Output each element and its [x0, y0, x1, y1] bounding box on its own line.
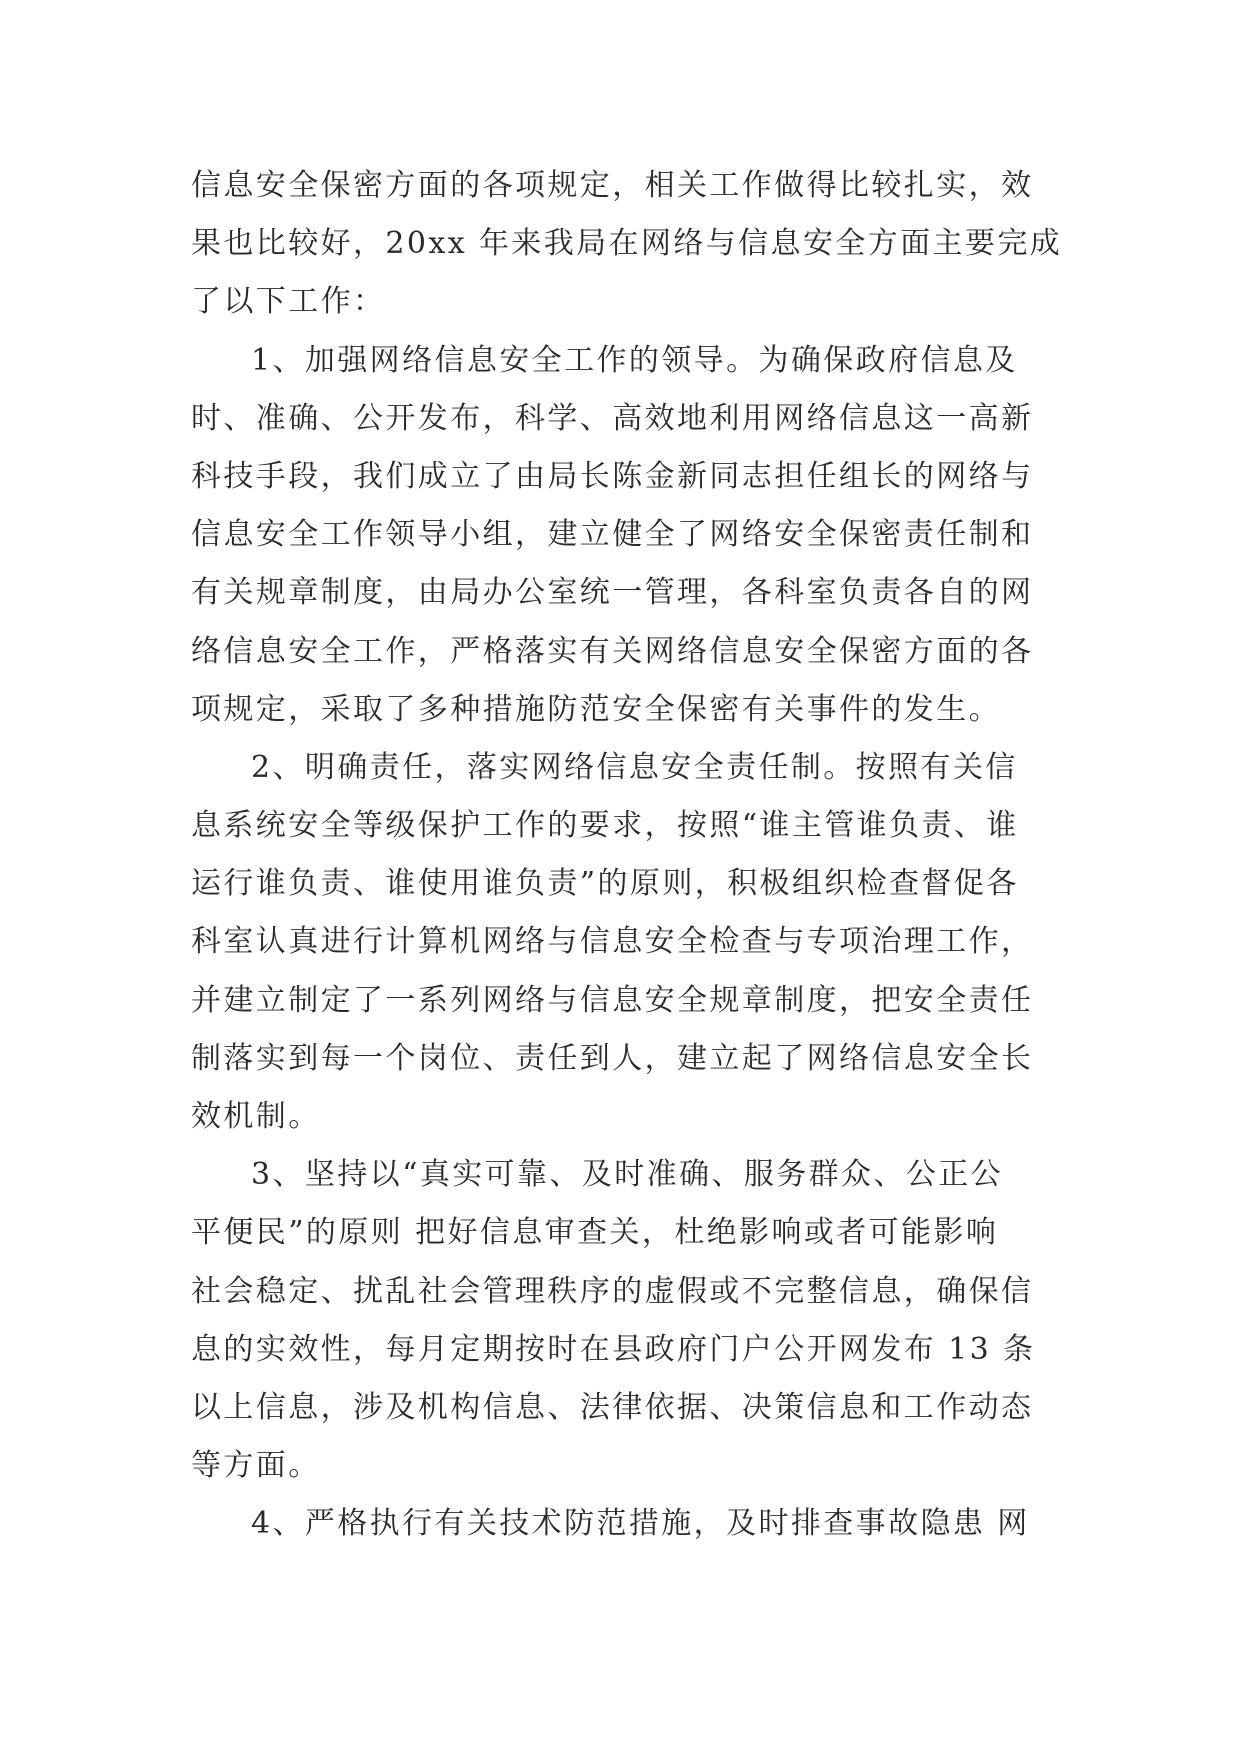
text-line: 效机制。: [191, 1099, 321, 1134]
text-line: 科技手段，我们成立了由局长陈金新同志担任组长的网络与: [191, 458, 1034, 494]
text-line: 时、准确、公开发布，科学、高效地利用网络信息这一高新: [191, 400, 1034, 436]
paragraph-start-line: 4、严格执行有关技术防范措施，及时排查事故隐患 网: [251, 1506, 1030, 1542]
text-line: 以上信息，涉及机构信息、法律依据、决策信息和工作动态: [191, 1389, 1034, 1425]
paragraph-start-line: 3、坚持以“真实可靠、及时准确、服务群众、公正公: [251, 1157, 1004, 1193]
text-line: 平便民”的原则 把好信息审查关，杜绝影响或者可能影响: [191, 1215, 999, 1251]
text-line: 信息安全保密方面的各项规定，相关工作做得比较扎实，效: [191, 168, 1034, 203]
document-body: [191, 157, 1063, 1554]
text-line: 项规定，采取了多种措施防范安全保密有关事件的发生。: [191, 691, 1001, 727]
paragraph-start-line: 2、明确责任，落实网络信息安全责任制。按照有关信: [251, 749, 1018, 785]
text-line: 络信息安全工作，严格落实有关网络信息安全保密方面的各: [191, 633, 1034, 669]
text-line: 并建立制定了一系列网络与信息安全规章制度，把安全责任: [191, 982, 1034, 1018]
text-line: 科室认真进行计算机网络与信息安全检查与专项治理工作，: [191, 924, 1034, 960]
text-line: 息的实效性，每月定期按时在县政府门户公开网发布 13 条: [191, 1331, 1036, 1367]
text-line: 运行谁负责、谁使用谁负责”的原则，积极组织检查督促各: [191, 866, 1019, 902]
text-line: 果也比较好，20xx 年来我局在网络与信息安全方面主要完成: [191, 226, 1063, 262]
text-line: 信息安全工作领导小组，建立健全了网络安全保密责任制和: [191, 517, 1034, 553]
text-line: 息系统安全等级保护工作的要求，按照“谁主管谁负责、谁: [191, 808, 1019, 844]
text-line: 了以下工作：: [191, 284, 386, 320]
text-line: 社会稳定、扰乱社会管理秩序的虚假或不完整信息，确保信: [191, 1273, 1034, 1309]
text-line: 有关规章制度，由局办公室统一管理，各科室负责各自的网: [191, 575, 1034, 611]
paragraph-start-line: 1、加强网络信息安全工作的领导。为确保政府信息及: [251, 342, 1018, 378]
text-line: 制落实到每一个岗位、责任到人，建立起了网络信息安全长: [191, 1040, 1034, 1076]
text-line: 等方面。: [191, 1448, 321, 1484]
